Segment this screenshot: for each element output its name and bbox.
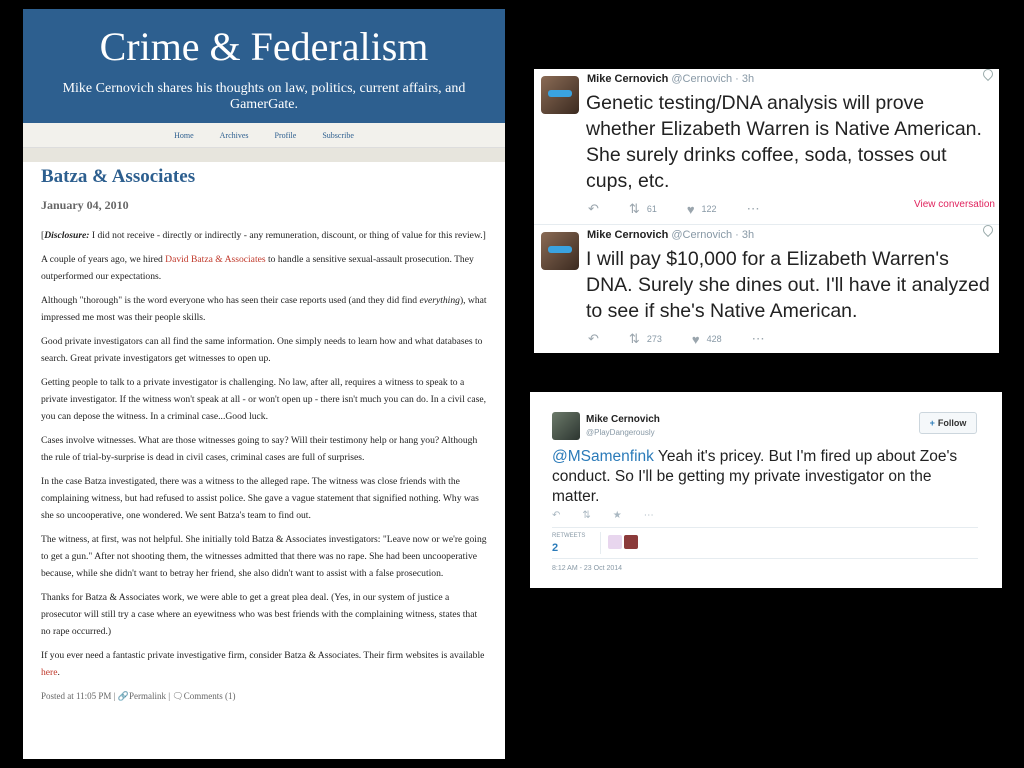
nav-subscribe[interactable]: Subscribe (322, 130, 354, 140)
author-name: Mike Cernovich (587, 73, 669, 85)
reply-icon[interactable]: ↶ (588, 201, 599, 216)
heart-icon[interactable]: ♥ (691, 331, 700, 347)
paragraph-text: A couple of years ago, we hired (41, 254, 166, 265)
paragraph-text: ), what impressed me most was their people skills. (41, 295, 487, 323)
divider (600, 532, 601, 554)
author-handle: @Cernovich · 3h (671, 73, 755, 85)
retweets-label: RETWEETS (552, 533, 586, 539)
location-pin-icon (981, 223, 995, 237)
tweet-actions (588, 331, 795, 347)
avatar[interactable] (552, 412, 580, 440)
post-paragraph: In the case Batza investigated, there was a witness to the alleged rape. The witness was close friends with the complaining witness, but had refused to assist police. She gave a vague statement that signified nothing. Why was she so uncooperative, one wondered. We sent Batza's team to find out. (41, 476, 479, 521)
retweeter-avatar[interactable] (624, 535, 638, 549)
nav-profile[interactable]: Profile (274, 130, 297, 140)
tweet-text: Genetic testing/DNA analysis will prove whether Elizabeth Warren is Native American. She surely drinks coffee, soda, tosses out cups, etc. (586, 92, 982, 192)
nav-band (23, 148, 505, 162)
author-name: Mike Cernovich (587, 229, 669, 241)
avatar[interactable] (541, 76, 579, 114)
avatar[interactable] (541, 232, 579, 270)
paragraph-text: to handle a sensitive sexual-assault prosecution. They outperformed our expectations. (41, 254, 474, 282)
blog-page (23, 9, 505, 759)
blog-header (23, 9, 505, 123)
retweet-count: 273 (646, 334, 662, 344)
tweet-timestamp[interactable]: 8:12 AM - 23 Oct 2014 (552, 565, 623, 572)
more-icon[interactable]: ⋯ (643, 510, 654, 521)
more-icon[interactable]: ⋯ (746, 201, 760, 216)
like-count: 122 (701, 204, 717, 214)
follow-label: Follow (937, 418, 967, 428)
retweet-icon[interactable]: ⇅ (582, 510, 591, 521)
comments-link[interactable]: Comments (1) (183, 691, 236, 701)
post-paragraph: The witness, at first, was not helpful. She initially told Batza & Associates investigators: "Leave now or we're going to get a gun." After not shooting them, the witnesses admitted that there was no rape. She had been uncooperative because, while she didn't want to betray her friend, she also didn't want to assist with a false prosecution. (41, 534, 487, 579)
author-handle[interactable]: @PlayDangerously (586, 428, 655, 437)
tweet-actions (552, 510, 654, 521)
post-paragraph: Getting people to talk to a private investigator is challenging. No law, after all, requires a witness to speak to a private investigator. If the witness won't speak at all - or won't open up - there isn't much you can do. In a civil case, you can depose the witness. In a criminal case...Good luck. (41, 377, 487, 422)
retweet-count: 61 (646, 204, 657, 214)
follow-button[interactable] (919, 412, 977, 434)
post-footer: Posted at 11:05 PM | 🔗Permalink | 🗨Comments (1) (41, 691, 236, 701)
retweet-icon[interactable]: ⇅ (628, 201, 640, 216)
like-count: 428 (706, 334, 722, 344)
post-title[interactable]: Batza & Associates (41, 166, 196, 187)
batza-link[interactable]: David Batza & Associates (165, 254, 266, 265)
tweet-author[interactable] (587, 229, 754, 241)
tweet-text (552, 447, 982, 507)
tweet[interactable] (534, 224, 999, 353)
add-user-icon: + (929, 418, 935, 428)
tweet-stats (552, 527, 978, 559)
heart-icon[interactable]: ♥ (686, 201, 695, 217)
paragraph-text: Although "thorough" is the word everyone who has seen their case reports used (and they did find (41, 295, 420, 306)
emphasis-text: everything (419, 295, 460, 306)
view-conversation-link[interactable]: View conversation (914, 199, 995, 210)
nav-home[interactable]: Home (174, 130, 194, 140)
paragraph-text: . (57, 667, 60, 678)
tweet-panel-investigator (530, 392, 1002, 588)
comment-icon: 🗨 (172, 691, 184, 701)
tweet-panel-warren (534, 69, 999, 353)
posted-time: Posted at 11:05 PM (41, 691, 112, 701)
post-date: January 04, 2010 (41, 198, 129, 212)
location-pin-icon (981, 67, 995, 81)
paragraph-text: If you ever need a fantastic private investigative firm, consider Batza & Associates. Their firm websites is available (41, 650, 485, 661)
permalink-icon: 🔗 (117, 691, 129, 701)
post-paragraph (41, 251, 487, 285)
post-paragraph: Thanks for Batza & Associates work, we were able to get a great plea deal. (Yes, in our system of justice a prosecutor will still try a case where an eyewitness who was best friends with the complaining witness, states that no rape occurred.) (41, 592, 478, 637)
paragraph-text: I did not receive - directly or indirectly - any remuneration, discount, or thing of value for this review.] (89, 230, 486, 241)
tweet-actions (588, 201, 790, 217)
star-icon[interactable]: ★ (612, 510, 622, 521)
disclosure-label: Disclosure: (44, 230, 90, 241)
post-paragraph: Cases involve witnesses. What are those witnesses going to say? Will their testimony help or hang you? Although the rule of trial-by-surprise is dead in civil cases, criminal cases are full of surprises. (41, 435, 478, 463)
tweet-author[interactable] (587, 73, 754, 85)
author-name[interactable]: Mike Cernovich (586, 414, 660, 425)
blog-nav (23, 123, 505, 148)
retweeter-avatar[interactable] (608, 535, 622, 549)
more-icon[interactable]: ⋯ (751, 331, 765, 346)
blog-tagline: Mike Cernovich shares his thoughts on law, politics, current affairs, and GamerGate. (62, 81, 466, 112)
post (23, 166, 505, 702)
reply-icon[interactable]: ↶ (552, 510, 561, 521)
permalink-link[interactable]: Permalink (128, 691, 166, 701)
mention-link[interactable]: @MSamenfink (552, 448, 654, 465)
post-paragraph: Good private investigators can all find the same information. One simply needs to learn how and what databases to search. Great private investigators get witnesses to open up. (41, 336, 483, 364)
retweet-icon[interactable]: ⇅ (628, 331, 640, 346)
post-paragraph (41, 292, 487, 326)
reply-icon[interactable]: ↶ (588, 331, 599, 346)
author-handle: @Cernovich · 3h (671, 229, 755, 241)
tweet[interactable] (534, 69, 999, 224)
tweet-body: Yeah it's pricey. But I'm fired up about Zoe's conduct. So I'll be getting my private investigator on the matter. (552, 448, 958, 505)
tweet-text: I will pay $10,000 for a Elizabeth Warren's DNA. Surely she dines out. I'll have it analyzed to see if she's Native American. (586, 248, 990, 322)
nav-archives[interactable]: Archives (219, 130, 249, 140)
blog-title[interactable]: Crime & Federalism (99, 24, 429, 69)
post-paragraph (41, 647, 487, 681)
retweets-count[interactable]: 2 (552, 542, 559, 554)
here-link[interactable]: here (41, 667, 58, 678)
post-paragraph: [Disclosure: I did not receive - directly or indirectly - any remuneration, discount, or thing of value for this review.] (41, 230, 486, 241)
